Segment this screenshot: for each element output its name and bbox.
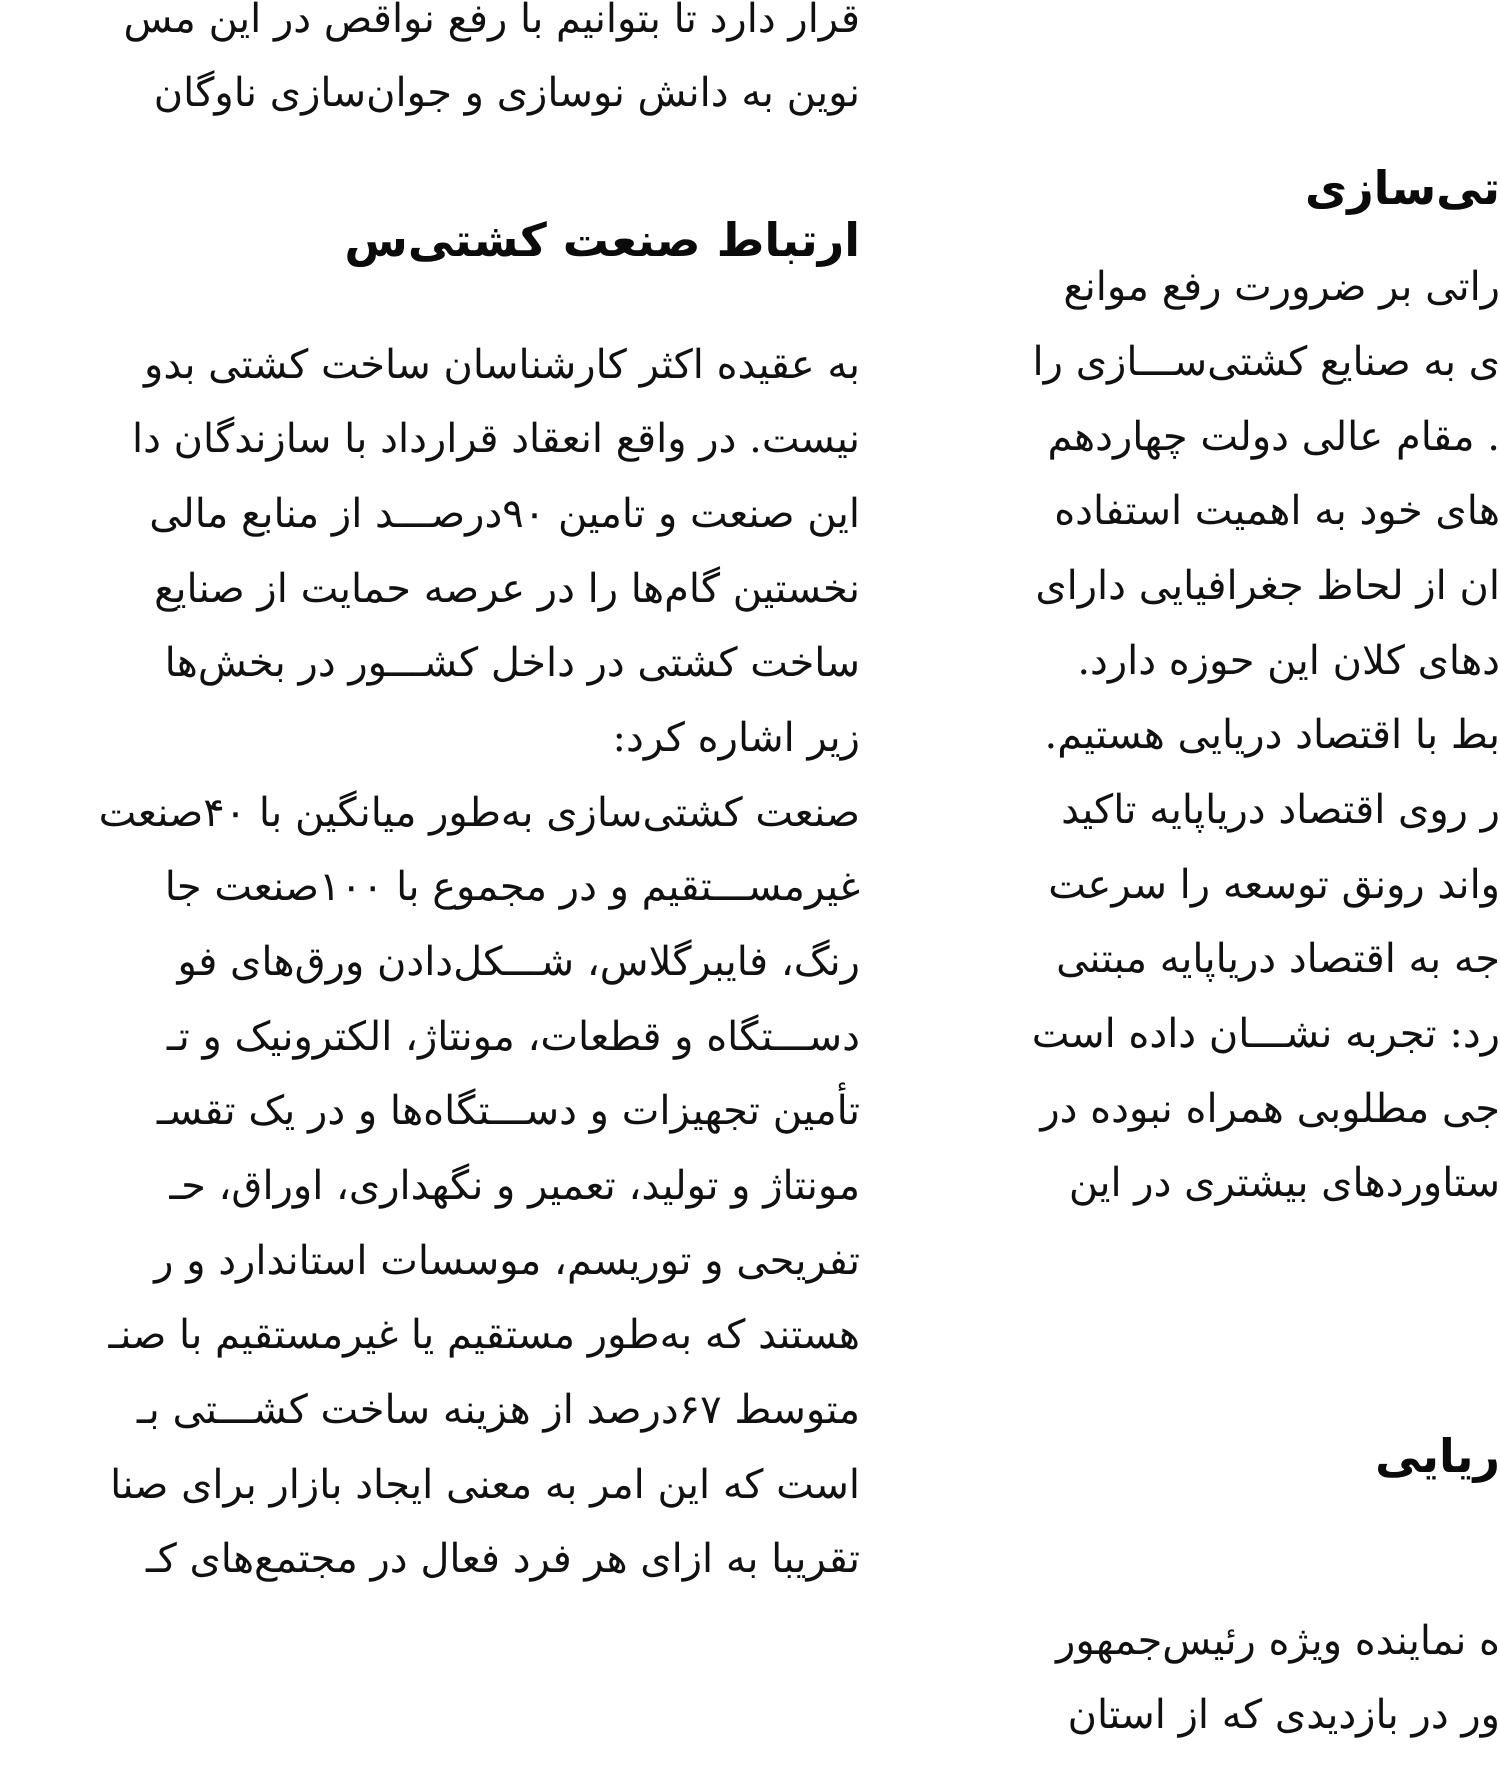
- right-body-line-12: جی مطلوبی همراه نبوده در: [1040, 1086, 1500, 1132]
- left-body-line-1: به عقیده اکثر کارشناسان ساخت کشتی بدو: [144, 342, 860, 388]
- left-body-line-6: زیر اشاره کرد:: [612, 715, 860, 761]
- right-body-line-3: . مقام عالی دولت چهاردهم: [1047, 414, 1500, 460]
- right-body-line-6: دهای کلان این حوزه دارد.: [1077, 638, 1500, 684]
- left-body-line-16: است که این امر به معنی ایجاد بازار برای صنا: [110, 1462, 860, 1508]
- left-body-line-12: مونتاژ و تولید، تعمیر و نگهداری، اوراق، حـ: [169, 1163, 860, 1209]
- right-column: [960, 0, 1500, 1787]
- left-section-heading: ارتباط صنعت کشتی‌س: [344, 213, 860, 267]
- right-body-line-8: ر روی اقتصاد دریاپایه تاکید: [1061, 787, 1500, 833]
- left-body-line-14: هستند که به‌طور مستقیم یا غیرمستقیم با صنـ: [108, 1312, 860, 1358]
- left-body-line-11: تأمین تجهیزات و دســـتگاه‌ها و در یک تقسـ: [156, 1088, 860, 1134]
- right-body-line-14: ه نماینده ویژه رئیس‌جمهور: [1056, 1618, 1500, 1664]
- right-body-line-1: راتی بر ضرورت رفع موانع: [1063, 264, 1500, 310]
- right-section-heading-top: تی‌سازی: [1305, 161, 1500, 215]
- left-body-line-9: رنگ، فایبرگلاس، شـــکل‌دادن ورق‌های فو: [177, 939, 860, 985]
- right-body-line-2: ی به صنایع کشتی‌ســـازی را: [1032, 339, 1500, 385]
- left-body-line-10: دســـتگاه و قطعات، مونتاژ، الکترونیک و تـ: [166, 1014, 860, 1060]
- right-body-line-11: رد: تجربه نشـــان داده است: [1031, 1011, 1500, 1057]
- left-body-line-3: این صنعت و تامین ۹۰درصـــد از منابع مالی: [149, 491, 860, 537]
- left-body-line-8: غیرمســـتقیم و در مجموع با ۱۰۰صنعت جا: [164, 864, 860, 910]
- left-top-line-1: قرار دارد تا بتوانیم با رفع نواقص در این مس: [123, 0, 860, 42]
- left-body-line-15: متوسط ۶۷درصد از هزینه ساخت کشـــتی بـ: [136, 1387, 860, 1433]
- right-body-line-15: ور در بازدیدی که از استان: [1067, 1692, 1500, 1738]
- right-body-line-9: واند رونق توسعه را سرعت: [1048, 862, 1500, 908]
- left-body-line-13: تفریحی و توریسم، موسسات استاندارد و ر: [154, 1238, 860, 1284]
- left-body-line-4: نخستین گام‌ها را در عرصه حمایت از صنایع: [154, 566, 860, 612]
- right-section-heading-bottom: ریایی: [1375, 1429, 1500, 1483]
- left-body-line-7: صنعت کشتی‌سازی به‌طور میانگین با ۴۰صنعت: [98, 790, 860, 836]
- right-body-line-10: جه به اقتصاد دریاپایه مبتنی: [1056, 936, 1500, 982]
- right-body-line-13: ستاوردهای بیشتری در این: [1068, 1160, 1500, 1206]
- right-body-line-4: های خود به اهمیت استفاده: [1054, 488, 1500, 534]
- left-body-line-2: نیست. در واقع انعقاد قرارداد با سازندگان دا: [132, 416, 860, 462]
- left-body-line-17: تقریبا به ازای هر فرد فعال در مجتمع‌های کـ: [145, 1536, 860, 1582]
- left-top-line-2: نوین به دانش نوسازی و جوان‌سازی ناوگان: [153, 70, 860, 116]
- right-body-line-5: ان از لحاظ جغرافیایی دارای: [1035, 563, 1500, 609]
- left-body-line-5: ساخت کشتی در داخل کشـــور در بخش‌ها: [164, 640, 860, 686]
- right-body-line-7: بط با اقتصاد دریایی هستیم.: [1044, 712, 1500, 758]
